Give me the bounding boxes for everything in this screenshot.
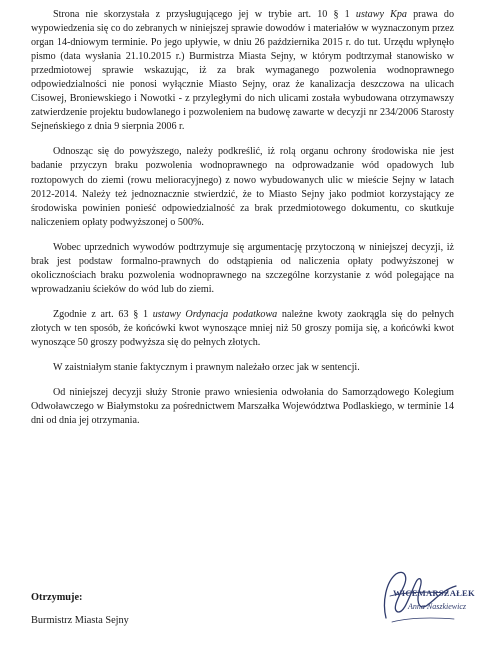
paragraph-6 bbox=[31, 386, 454, 428]
stamp-title: WICEMARSZAŁEK bbox=[393, 588, 475, 598]
paragraph-1-part-1: Strona nie skorzystała z przysługującego jej w trybie art. 10 § 1 bbox=[53, 9, 356, 20]
paragraph-4-part-1: Zgodnie z art. 63 § 1 bbox=[53, 308, 153, 320]
law-reference-kpa: ustawy Kpa bbox=[355, 9, 407, 20]
recipient-item: Burmistrz Miasta Sejny bbox=[31, 615, 129, 626]
paragraph-1 bbox=[31, 8, 454, 134]
stamp-name: Anna Naszkiewicz bbox=[408, 602, 466, 611]
paragraph-3-text: Wobec uprzednich wywodów podtrzymuje się argumentację przytoczoną w niniejszej decyzji, iż brak jest podstaw formalno-prawnych do odstąpienia od naliczenia opłaty podwyższonej w okolicznościach braku pozwolenia wodnoprawnego na szczególne korzystanie z wód polegające na wprowadzaniu ścieków do wód lub do ziemi. bbox=[31, 241, 454, 295]
paragraph-5-text: W zaistniałym stanie faktycznym i prawnym należało orzec jak w sentencji. bbox=[53, 362, 360, 374]
paragraph-2 bbox=[31, 145, 454, 229]
document-body bbox=[31, 8, 454, 428]
paragraph-2-text: Odnosząc się do powyższego, należy podkreślić, iż rolą organu ochrony środowiska nie jest badanie przyczyn braku pozwolenia wodnoprawnego na odprowadzanie wód opadowych lub roztopowych do ziemi (rowu melioracyjnego) z nowo wybudowanych ulic w mieście Sejny w latach 2012-2014. Należy też jednoznacznie stwierdzić, że to Miasto Sejny jako podmiot korzystający ze środowiska powinien ponieść odpowiedzialność za brak przedmiotowego dokumentu, co skutkuje naliczeniem opłaty podwyższonej o 500%. bbox=[31, 146, 454, 228]
paragraph-3 bbox=[31, 241, 454, 297]
paragraph-1-part-3: prawa do wypowiedzenia się co do zebranych w niniejszej sprawie dowodów i materiałów w wyznaczonym przez organ 14-dniowym terminie. Po jego upływie, w dniu 26 października 2015 r. do tut. Urzędu wpłynęło pismo (data wysłania 21.10.2015 r.) Burmistrza Miasta Sejny, w którym podtrzymał stanowisko w przedmiotowej sprawie wskazując, iż za brak wymaganego pozwolenia wodnoprawnego odpowiedzialności nie ponosi wyłącznie Miasto Sejny, oraz że kanalizacja deszczowa na ulicach Cisowej, Broniewskiego i Nowotki - z przyległymi do nich ulicami została wybudowana otrzymawszy zatwierdzenie projektu budowlanego i pozwoleniem na budowę zawarte w decyzji nr 234/2006 Starosty Sejneńskiego z dnia 9 sierpnia 2006 r. bbox=[31, 9, 455, 133]
recipients-title: Otrzymuje: bbox=[31, 592, 83, 603]
signature-area bbox=[0, 560, 477, 655]
paragraph-6-text: Od niniejszej decyzji służy Stronie prawo wniesienia odwołania do Samorządowego Kolegium Odwoławczego w Białymstoku za pośrednictwem Marszałka Województwa Podlaskiego, w terminie 14 dni od dnia jej otrzymania. bbox=[31, 387, 454, 427]
paragraph-5 bbox=[31, 361, 454, 375]
paragraph-4 bbox=[31, 308, 454, 350]
handwritten-signature bbox=[352, 566, 462, 630]
law-reference-ordynacja: ustawy Ordynacja podatkowa bbox=[152, 308, 278, 320]
paragraph-4-part-3: należne kwoty zaokrągla się do pełnych złotych w ten sposób, że końcówki kwot wynoszące mniej niż 50 groszy pomija się, a końcówki kwot wynoszące 50 groszy podwyższa się do pełnych złotych. bbox=[31, 308, 454, 348]
signature-stamp bbox=[352, 566, 475, 630]
